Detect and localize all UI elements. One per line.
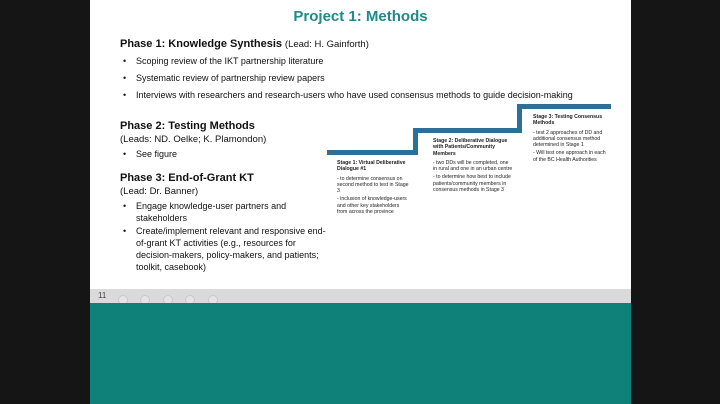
stage-3-item: - test 2 approaches of DD and additional consensus method determined in Stage 1 — [533, 129, 603, 149]
stage-1-box — [337, 160, 409, 217]
phase-2-heading: Phase 2: Testing Methods — [120, 120, 255, 132]
phase-1-lead: (Lead: H. Gainforth) — [284, 39, 369, 50]
list-item: • Engage knowledge-user partners and stakeholders — [120, 200, 330, 224]
list-item: • Systematic review of partnership review papers — [120, 72, 590, 84]
phase-3-list — [120, 200, 330, 273]
stage-2-item: - to determine how best to include patients/community members in consensus methods in Stage 3 — [433, 174, 511, 194]
phase-3-lead: (Lead: Dr. Banner) — [120, 186, 199, 197]
phase-3-heading: Phase 3: End-of-Grant KT — [120, 172, 254, 184]
stage-3-title: Stage 3: Testing Consensus Methods — [533, 114, 603, 127]
stage-3-item: - Will test one approach in each of the BC Health Authorities — [533, 150, 606, 163]
phase-1-list — [120, 55, 590, 101]
phase-1-heading: Phase 1: Knowledge Synthesis — [120, 38, 282, 50]
phase-2-list — [120, 148, 320, 160]
left-letterbox — [0, 0, 90, 404]
list-item: • Create/implement relevant and responsive end-of-grant KT activities (e.g., resources for decision-makers, policy-makers, and patients; toolkit, casebook) — [120, 225, 330, 273]
phase-3 — [120, 172, 330, 274]
footer-band — [90, 303, 631, 404]
phase-2-leads: (Leads: ND. Oelke; K. Plamondon) — [120, 134, 267, 145]
stage-2-item: - two DDs will be completed, one in rural and one in an urban centre — [433, 159, 513, 173]
stage-1-item: - to determine consensus on second method to test in Stage 3 — [337, 175, 409, 195]
stage-3-box — [533, 114, 611, 165]
stage-2-bar — [413, 128, 517, 133]
right-letterbox — [631, 0, 720, 404]
phase-2 — [120, 120, 320, 161]
slide — [90, 0, 631, 404]
list-item: • See figure — [120, 148, 320, 160]
page-number: 11 — [98, 291, 107, 300]
stage-1-item: - inclusion of knowledge-users and other key stakeholders from across the province — [337, 196, 407, 216]
stage-2-box — [433, 138, 513, 195]
stage-1-bar — [327, 150, 413, 155]
stage-2-title: Stage 2: Deliberative Dialogue with Patients/Community Members — [433, 138, 508, 157]
stage-3-bar — [517, 104, 611, 109]
footer-strip — [90, 289, 631, 303]
phase-1 — [120, 38, 590, 102]
slide-title: Project 1: Methods — [293, 8, 428, 25]
list-item: • Interviews with researchers and research-users who have used consensus methods to guide decision-making — [120, 89, 590, 101]
stage-1-title: Stage 1: Virtual Deliberative Dialogue #1 — [337, 160, 406, 173]
list-item: • Scoping review of the IKT partnership literature — [120, 55, 590, 67]
